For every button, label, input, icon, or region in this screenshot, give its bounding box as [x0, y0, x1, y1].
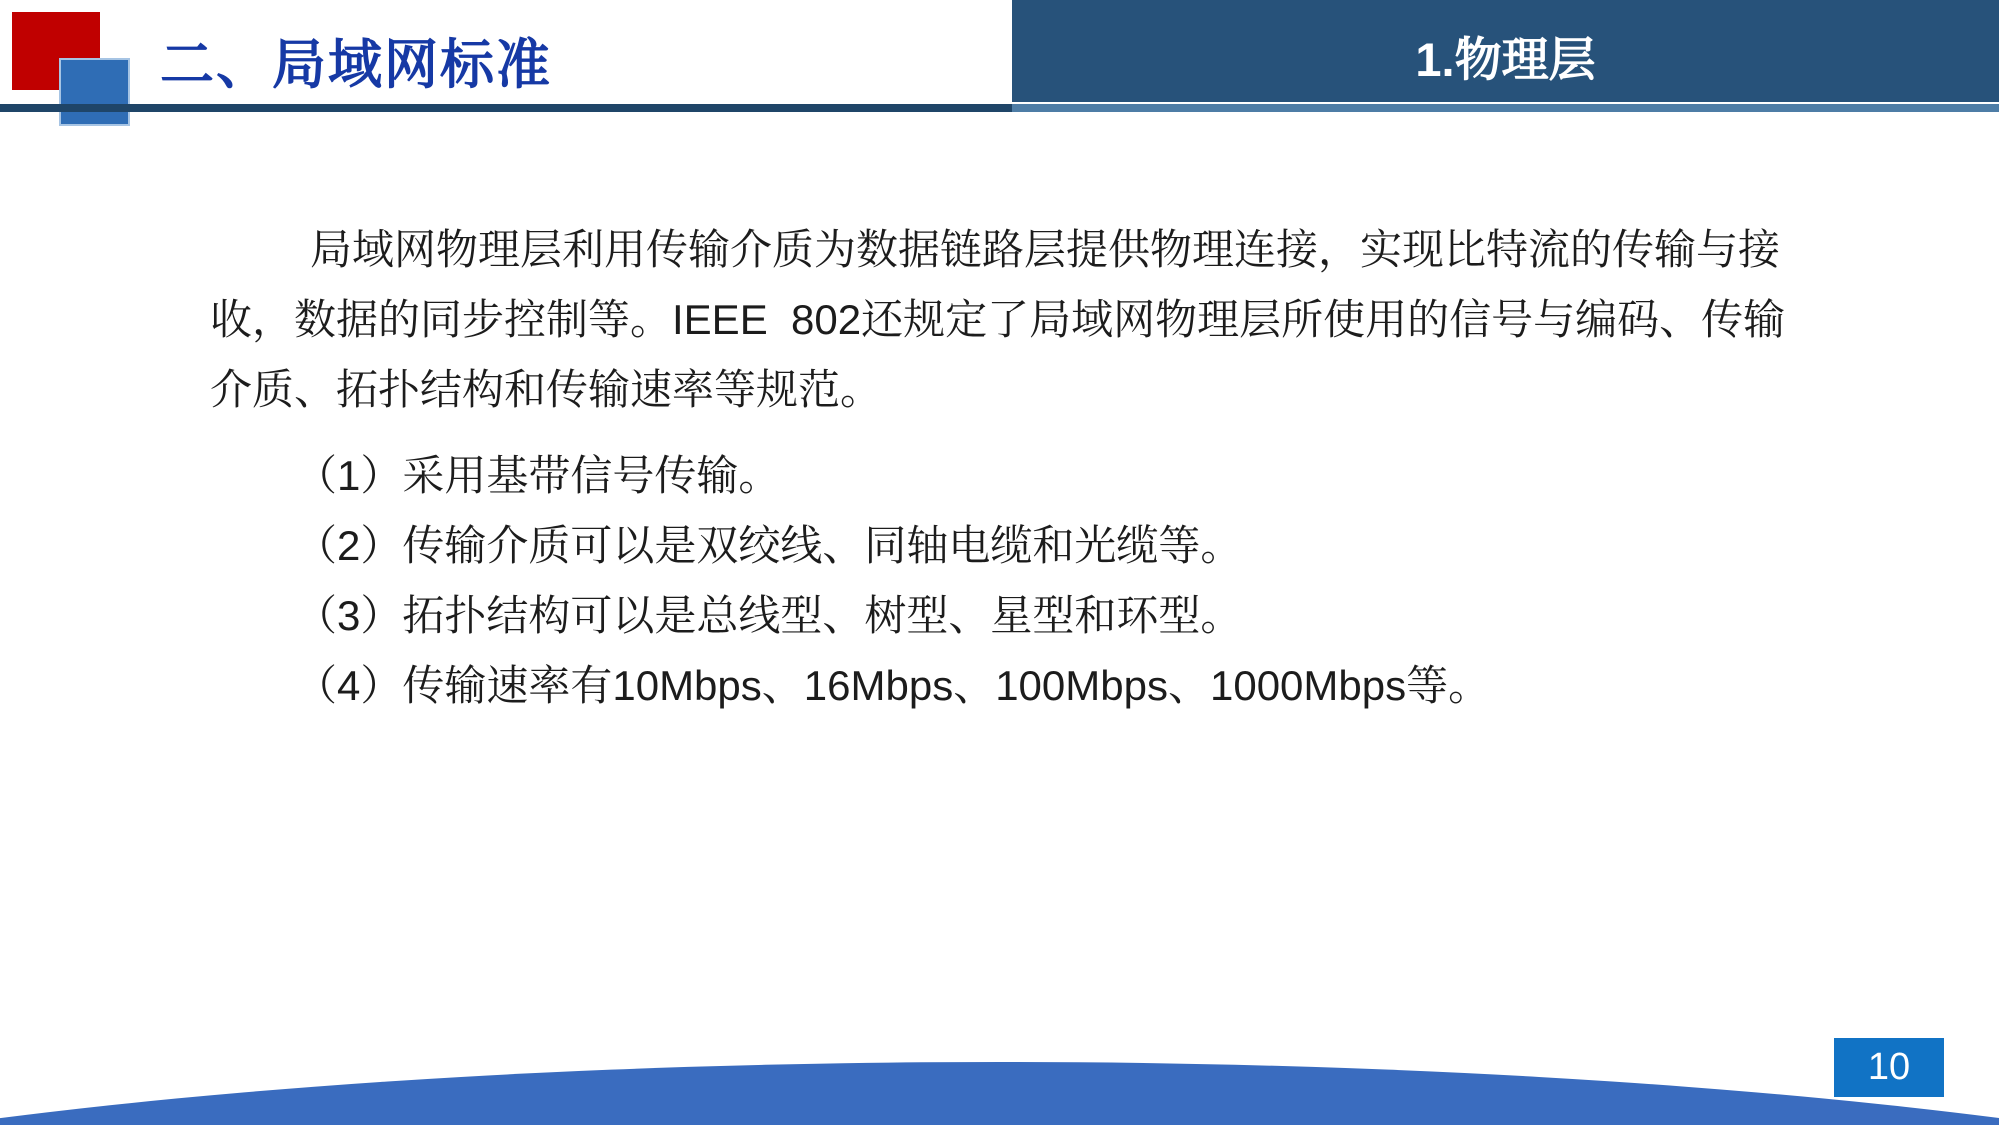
body-text-block: [210, 215, 1830, 721]
section-banner-label: 1.物理层: [1415, 32, 1596, 86]
list-item: （1）采用基带信号传输。: [295, 452, 781, 499]
paragraph-line: 收，数据的同步控制等。IEEE 802还规定了局域网物理层所使用的信号与编码、传输: [210, 296, 1786, 343]
page-number: 10: [1867, 1046, 1911, 1088]
list-item: （2）传输介质可以是双绞线、同轴电缆和光缆等。: [295, 522, 1243, 569]
bottom-curve-decoration: [0, 1062, 1999, 1125]
blue-accent-square: [59, 58, 130, 126]
header-divider-light: [1012, 104, 1999, 112]
paragraph-line: 介质、拓扑结构和传输速率等规范。: [210, 366, 883, 413]
slide-title: 二、局域网标准: [160, 35, 552, 95]
page-number-badge: [1834, 1038, 1944, 1097]
header-divider-dark: [0, 104, 1012, 112]
section-banner: [1012, 0, 1999, 102]
paragraph-line: 局域网物理层利用传输介质为数据链路层提供物理连接，实现比特流的传输与接: [310, 226, 1781, 273]
list-item: （4）传输速率有10Mbps、16Mbps、100Mbps、1000Mbps等。: [295, 662, 1491, 709]
list-item: （3）拓扑结构可以是总线型、树型、星型和环型。: [295, 592, 1243, 639]
